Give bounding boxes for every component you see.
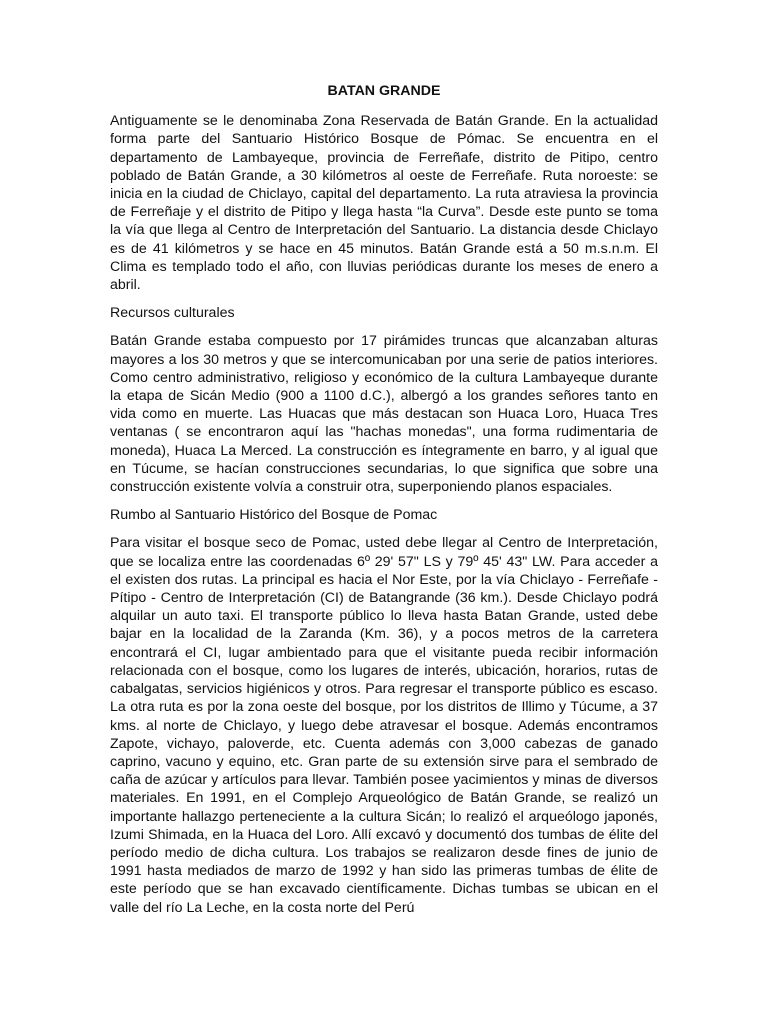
document-body — [110, 82, 658, 927]
section-heading-rumbo-santuario: Rumbo al Santuario Histórico del Bosque de Pomac — [110, 507, 438, 524]
intro-paragraph: Antiguamente se le denominaba Zona Reservada de Batán Grande. En la actualidad forma parte del Santuario Histórico Bosque de Pómac. Se encuentra en el departamento de Lambayeque, provincia de Ferreñafe, distrito de Pitipo, centro poblado de Batán Grande, a 30 kilómetros al oeste de Ferreñafe. Ruta noroeste: se inicia en la ciudad de Chiclayo, capital del departamento. La ruta atraviesa la provincia de Ferreñaje y el distrito de Pitipo y llega hasta “la Curva”. Desde este punto se toma la vía que llega al Centro de Interpretación del Santuario. La distancia desde Chiclayo es de 41 kilómetros y se hace en 45 minutos. Batán Grande está a 50 m.s.n.m. El Clima es templado todo el año, con lluvias periódicas durante los meses de enero a abril. — [110, 113, 658, 294]
document-title: BATAN GRANDE — [327, 83, 441, 99]
recursos-culturales-paragraph: Batán Grande estaba compuesto por 17 pirámides truncas que alcanzaban alturas mayores a los 30 metros y que se intercomunicaban por una serie de patios interiores. Como centro administrativo, religioso y económico de la cultura Lambayeque durante la etapa de Sicán Medio (900 a 1100 d.C.), albergó a los grandes señores tanto en vida como en muerte. Las Huacas que más destacan son Huaca Loro, Huaca Tres ventanas ( se encontraron aquí las "hachas monedas", una forma rudimentaria de moneda), Huaca La Merced. La construcción es íntegramente en barro, y al igual que en Túcume, se hacían construcciones secundarias, lo que significa que sobre una construcción existente volvía a construir otra, superponiendo planos espaciales. — [110, 333, 658, 496]
section-heading-recursos-culturales: Recursos culturales — [110, 305, 235, 322]
rumbo-santuario-paragraph: Para visitar el bosque seco de Pomac, usted debe llegar al Centro de Interpretación, que se localiza entre las coordenadas 6º 29' 57" LS y 79º 45' 43" LW. Para acceder a el existen dos rutas. La principal es hacia el Nor Este, por la vía Chiclayo - Ferreñafe - Pítipo - Centro de Interpretación (CI) de Batangrande (36 km.). Desde Chiclayo podrá alquilar un auto taxi. El transporte público lo lleva hasta Batan Grande, usted debe bajar en la localidad de la Zaranda (Km. 36), y a pocos metros de la carretera encontrará el CI, lugar ambientado para que el visitante pueda recibir información relacionada con el bosque, como los lugares de interés, ubicación, horarios, rutas de cabalgatas, servicios higiénicos y otros. Para regresar el transporte público es escaso. La otra ruta es por la zona oeste del bosque, por los distritos de Illimo y Túcume, a 37 kms. al norte de Chiclayo, y luego debe atravesar el bosque. Además encontramos Zapote, vichayo, paloverde, etc. Cuenta además con 3,000 cabezas de ganado caprino, vacuno y equino, etc. Gran parte de su extensión sirve para el sembrado de caña de azúcar y artículos para llevar. También posee yacimientos y minas de diversos materiales. En 1991, en el Complejo Arqueológico de Batán Grande, se realizó un importante hallazgo perteneciente a la cultura Sicán; lo realizó el arqueólogo japonés, Izumi Shimada, en la Huaca del Loro. Allí excavó y documentó dos tumbas de élite del período medio de dicha cultura. Los trabajos se realizaron desde fines de junio de 1991 hasta mediados de marzo de 1992 y han sido las primeras tumbas de élite de este período que se han excavado científicamente. Dichas tumbas se ubican en el valle del río La Leche, en la costa norte del Perú — [110, 535, 658, 916]
